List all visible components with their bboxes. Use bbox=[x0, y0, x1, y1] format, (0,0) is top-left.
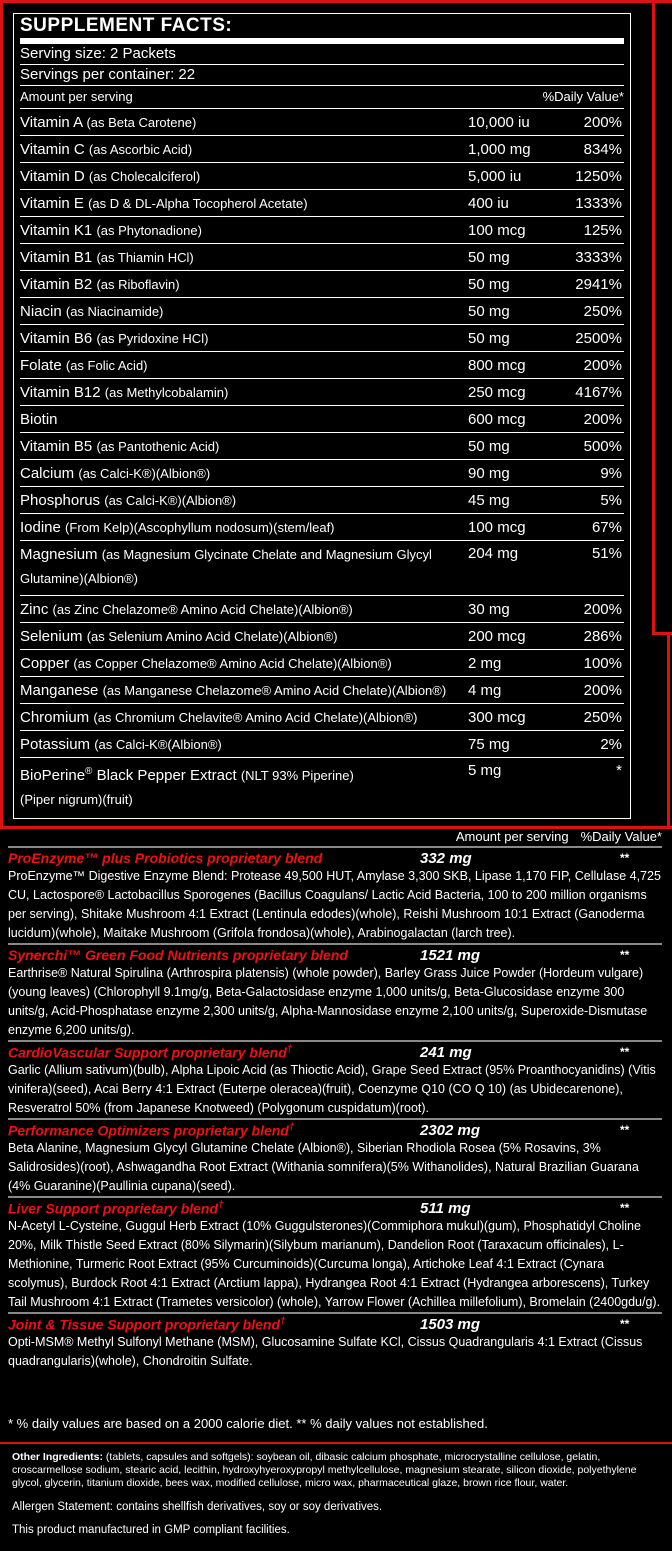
red-frame-left bbox=[0, 0, 3, 828]
nutrient-amount: 45 mg bbox=[468, 491, 510, 509]
nutrient-name: Manganese (as Manganese Chelazome® Amino Acid Chelate)(Albion®) bbox=[20, 681, 447, 699]
blend-dv: ** bbox=[620, 1201, 630, 1215]
nutrient-dv: 286% bbox=[583, 627, 622, 645]
blend-section bbox=[8, 846, 662, 943]
blend-name: Liver Support proprietary blend† bbox=[8, 1199, 224, 1217]
blend-section bbox=[8, 1196, 662, 1312]
nutrient-dv: 9% bbox=[600, 464, 622, 482]
serving-size: Serving size: 2 Packets bbox=[20, 44, 624, 65]
red-frame-right bbox=[652, 0, 655, 634]
nutrient-row bbox=[20, 190, 624, 217]
nutrient-row-bioperine bbox=[20, 758, 624, 812]
nutrient-list bbox=[20, 109, 624, 541]
nutrient-dv: 200% bbox=[583, 113, 622, 131]
blend-name: Synerchi™ Green Food Nutrients proprietary blend bbox=[8, 947, 348, 963]
nutrient-dv: 200% bbox=[583, 410, 622, 428]
nutrient-amount: 200 mcg bbox=[468, 627, 526, 645]
facts-title: SUPPLEMENT FACTS: bbox=[20, 15, 233, 36]
nutrient-amount: 4 mg bbox=[468, 681, 502, 699]
nutrient-amount: 1,000 mg bbox=[468, 140, 531, 158]
nutrient-amount: 250 mcg bbox=[468, 383, 526, 401]
blend-dv: ** bbox=[620, 851, 630, 865]
blend-amount: 511 mg bbox=[420, 1199, 471, 1217]
nutrient-amount: 50 mg bbox=[468, 275, 510, 293]
nutrient-amount: 300 mcg bbox=[468, 708, 526, 726]
nutrient-row bbox=[20, 650, 624, 677]
nutrient-row bbox=[20, 244, 624, 271]
nutrient-amount: 400 iu bbox=[468, 194, 509, 212]
blend-title-row bbox=[8, 849, 662, 867]
blend-dv: ** bbox=[620, 1123, 630, 1137]
nutrient-name: Vitamin D (as Cholecalciferol) bbox=[20, 167, 201, 185]
dv-header: %Daily Value* bbox=[542, 89, 624, 104]
gmp-statement: This product manufactured in GMP compliant facilities. bbox=[12, 1524, 290, 1536]
nutrient-name: Niacin (as Niacinamide) bbox=[20, 302, 164, 320]
nutrient-row bbox=[20, 217, 624, 244]
nutrient-row bbox=[20, 704, 624, 731]
nutrient-name: Vitamin B12 (as Methylcobalamin) bbox=[20, 383, 229, 401]
bottom-red-rule bbox=[0, 1442, 672, 1444]
nutrient-dv: 500% bbox=[583, 437, 622, 455]
nutrient-name: Zinc (as Zinc Chelazome® Amino Acid Chelate)(Albion®) bbox=[20, 600, 353, 618]
other-ingredients: Other Ingredients: (tablets, capsules and softgels): soybean oil, dibasic calcium phosphate, microcrystalline cellulose, gelatin, croscarmellose sodium, stearic acid, lecithin, hydroxyhyeroxypropyl methylcellulose, magnesium stearate, silicon dioxide, polyethylene glycol, glycerin, titanium dioxide, bees wax, modified cellulose, micro wax, pharmaceutical glaze, brown rice flour, water. bbox=[12, 1451, 637, 1489]
blend-name: Joint & Tissue Support proprietary blend† bbox=[8, 1315, 286, 1333]
blend-amount: 1521 mg bbox=[420, 946, 481, 964]
nutrient-dv: 1333% bbox=[575, 194, 622, 212]
amount-header: Amount per serving bbox=[20, 89, 133, 104]
mineral-list bbox=[20, 596, 624, 758]
nutrient-row bbox=[20, 433, 624, 460]
nutrient-name: Vitamin B1 (as Thiamin HCl) bbox=[20, 248, 194, 266]
blend-dv: ** bbox=[620, 1317, 630, 1331]
nutrient-amount: 50 mg bbox=[468, 302, 510, 320]
blend-description: N-Acetyl L-Cysteine, Guggul Herb Extract (10% Guggulsterones)(Commiphora mukul)(gum), Phosphatidyl Choline 20%, Milk Thistle Seed Extract (80% Silymarin)(Silybum marianum), Dandelion Root (Taraxacum officinales), L-Methionine, Turmeric Root Extract (95% Curcuminoids)(Curcuma longa), Artichoke Leaf 4:1 Extract (Cynara scolymus), Burdock Root 4:1 Extract (Arctium lappa), Hydrangea Root 4:1 Extract (Hydrangea arborescens), Turkey Tail Mushroom 4:1 Extract (Trametes versicolor) (whole), Yarrow Flower (Achillea millefolium), Bromelain (2400gdu/g). bbox=[8, 1219, 661, 1309]
nutrient-amount: 204 mg bbox=[468, 545, 519, 562]
blend-amount: 332 mg bbox=[420, 849, 472, 867]
nutrient-row bbox=[20, 596, 624, 623]
nutrient-name: Vitamin E (as D & DL-Alpha Tocopherol Acetate) bbox=[20, 194, 308, 212]
servings-per-container: Servings per container: 22 bbox=[20, 65, 624, 86]
nutrient-name: Vitamin B6 (as Pyridoxine HCl) bbox=[20, 329, 209, 347]
blends-header bbox=[8, 826, 662, 846]
nutrient-dv: 3333% bbox=[575, 248, 622, 266]
nutrient-name: Vitamin A (as Beta Carotene) bbox=[20, 113, 197, 131]
nutrient-dv: 4167% bbox=[575, 383, 622, 401]
nutrient-name: Iodine (From Kelp)(Ascophyllum nodosum)(stem/leaf) bbox=[20, 518, 335, 536]
nutrient-name: Vitamin C (as Ascorbic Acid) bbox=[20, 140, 193, 158]
nutrient-row bbox=[20, 487, 624, 514]
nutrient-dv: 834% bbox=[583, 140, 622, 158]
nutrient-name: Vitamin B5 (as Pantothenic Acid) bbox=[20, 437, 220, 455]
nutrient-dv: 250% bbox=[583, 708, 622, 726]
blend-list bbox=[8, 846, 662, 1371]
nutrient-amount: 50 mg bbox=[468, 248, 510, 266]
nutrient-name: Phosphorus (as Calci-K®)(Albion®) bbox=[20, 491, 237, 509]
nutrient-dv: 200% bbox=[583, 600, 622, 618]
nutrient-dv: 2941% bbox=[575, 275, 622, 293]
nutrient-dv: 51% bbox=[591, 545, 622, 562]
nutrient-amount: 50 mg bbox=[468, 329, 510, 347]
blend-amount: 1503 mg bbox=[420, 1315, 481, 1333]
nutrient-row bbox=[20, 325, 624, 352]
nutrient-row bbox=[20, 163, 624, 190]
nutrient-row bbox=[20, 109, 624, 136]
blend-title-row bbox=[8, 1199, 662, 1217]
nutrient-name: Vitamin K1 (as Phytonadione) bbox=[20, 221, 202, 239]
nutrient-amount: 600 mcg bbox=[468, 410, 526, 428]
nutrient-amount: 75 mg bbox=[468, 735, 510, 753]
facts-header bbox=[20, 86, 624, 109]
nutrient-dv: 125% bbox=[583, 221, 622, 239]
blend-section bbox=[8, 1040, 662, 1118]
allergen-statement: Allergen Statement: contains shellfish derivatives, soy or soy derivatives. bbox=[12, 1501, 383, 1513]
nutrient-amount: 30 mg bbox=[468, 600, 510, 618]
nutrient-name: Chromium (as Chromium Chelavite® Amino Acid Chelate)(Albion®) bbox=[20, 708, 418, 726]
nutrient-dv: * bbox=[616, 762, 622, 779]
nutrient-dv: 200% bbox=[583, 356, 622, 374]
nutrient-dv: 5% bbox=[600, 491, 622, 509]
blend-description: ProEnzyme™ Digestive Enzyme Blend: Protease 49,500 HUT, Amylase 3,300 SKB, Lipase 1,170 FIP, Cellulase 4,725 CU, Lactospore® Lactobacillus Sporogenes (Bacillus Coagulans/ Lactic Acid Bacteria, 100 to 200 million organisms per serving), Shitake Mushroom 4:1 Extract (Lentinula edodes)(whole), Reishi Mushroom 10:1 Extract (Ganoderma lucidum)(whole), Maitake Mushroom (Grifola frondosa)(whole), Arabinogalactan (larch tree). bbox=[8, 869, 661, 940]
blend-name: CardioVascular Support proprietary blend† bbox=[8, 1043, 293, 1061]
red-frame-top bbox=[0, 0, 672, 3]
nutrient-name: Calcium (as Calci-K®)(Albion®) bbox=[20, 464, 211, 482]
blend-dv: ** bbox=[620, 948, 630, 962]
blend-title-row bbox=[8, 1043, 662, 1061]
blend-section bbox=[8, 1118, 662, 1196]
nutrient-amount: 100 mcg bbox=[468, 518, 526, 536]
nutrient-name: Biotin bbox=[20, 410, 58, 428]
blend-title-row bbox=[8, 946, 662, 964]
blends-amount-header: Amount per serving bbox=[455, 829, 569, 844]
proprietary-blends bbox=[8, 826, 662, 1371]
nutrient-row bbox=[20, 352, 624, 379]
blend-description: Opti-MSM® Methyl Sulfonyl Methane (MSM), Glucosamine Sulfate KCl, Cissus Quadrangularis 4:1 Extract (Cissus quadrangularis)(whole), Chondroitin Sulfate. bbox=[8, 1335, 643, 1368]
nutrient-row bbox=[20, 731, 624, 758]
blend-section bbox=[8, 1312, 662, 1371]
nutrient-dv: 100% bbox=[583, 654, 622, 672]
nutrient-row bbox=[20, 406, 624, 433]
nutrient-row bbox=[20, 460, 624, 487]
blend-amount: 241 mg bbox=[420, 1043, 472, 1061]
nutrient-amount: 50 mg bbox=[468, 437, 510, 455]
red-frame-right-lower bbox=[667, 632, 670, 828]
nutrient-row bbox=[20, 136, 624, 163]
nutrient-row bbox=[20, 677, 624, 704]
nutrient-amount: 5 mg bbox=[468, 762, 502, 779]
nutrient-row bbox=[20, 379, 624, 406]
nutrient-name: Magnesium (as Magnesium Glycinate Chelate and Magnesium Glycyl Glutamine)(Albion®) bbox=[20, 546, 432, 586]
nutrient-row bbox=[20, 514, 624, 541]
nutrient-amount: 90 mg bbox=[468, 464, 510, 482]
nutrient-dv: 1250% bbox=[575, 167, 622, 185]
nutrient-dv: 250% bbox=[583, 302, 622, 320]
blend-title-row bbox=[8, 1121, 662, 1139]
nutrient-name: Potassium (as Calci-K®(Albion®) bbox=[20, 735, 222, 753]
blend-description: Beta Alanine, Magnesium Glycyl Glutamine Chelate (Albion®), Siberian Rhodiola Rosea (5% Rosavins, 3% Salidrosides)(root), Ashwagandha Root Extract (Withania somnifera)(5% Withanolides), Natural Brazilian Guarana (4% Guaranine)(Paullinia cupana)(seed). bbox=[8, 1141, 639, 1193]
blend-name: ProEnzyme™ plus Probiotics proprietary blend bbox=[8, 850, 323, 866]
nutrient-name: Selenium (as Selenium Amino Acid Chelate)(Albion®) bbox=[20, 627, 338, 645]
nutrient-name: Folate (as Folic Acid) bbox=[20, 356, 148, 374]
blend-name: Performance Optimizers proprietary blend† bbox=[8, 1121, 295, 1139]
nutrient-row bbox=[20, 623, 624, 650]
nutrient-amount: 100 mcg bbox=[468, 221, 526, 239]
nutrient-dv: 200% bbox=[583, 681, 622, 699]
blends-dv-header: %Daily Value* bbox=[580, 829, 662, 844]
nutrient-row bbox=[20, 271, 624, 298]
nutrient-name: Copper (as Copper Chelazome® Amino Acid Chelate)(Albion®) bbox=[20, 654, 392, 672]
nutrient-row bbox=[20, 298, 624, 325]
blend-description: Garlic (Allium sativum)(bulb), Alpha Lipoic Acid (as Thioctic Acid), Grape Seed Extract (95% Proanthocyanidins) (Vitis vinifera)(seed), Acai Berry 4:1 Extract (Euterpe oleracea)(fruit), Coenzyme Q10 (CO Q 10) (as Ubidecarenone), Resveratrol 50% (from Japanese Knotweed) (Polygonum cuspidatum)(root). bbox=[8, 1063, 656, 1115]
nutrient-amount: 2 mg bbox=[468, 654, 502, 672]
nutrient-dv: 67% bbox=[591, 518, 622, 536]
footnote: * % daily values are based on a 2000 calorie diet. ** % daily values not established. bbox=[8, 1416, 488, 1431]
nutrient-dv: 2% bbox=[600, 735, 622, 753]
blend-dv: ** bbox=[620, 1045, 630, 1059]
blend-section bbox=[8, 943, 662, 1040]
nutrient-row-magnesium bbox=[20, 541, 624, 596]
nutrient-amount: 800 mcg bbox=[468, 356, 526, 374]
nutrient-amount: 5,000 iu bbox=[468, 167, 522, 185]
blend-title-row bbox=[8, 1315, 662, 1333]
nutrient-name: Vitamin B2 (as Riboflavin) bbox=[20, 275, 180, 293]
blend-description: Earthrise® Natural Spirulina (Arthrospira platensis) (whole powder), Barley Grass Juice Powder (Hordeum vulgare) (young leaves) (Chlorophyll 9.1mg/g, Beta-Galactosidase enzyme 1,000 units/g, Beta-Glucosidase enzyme 300 units/g, Acid-Phosphatase enzyme 2,300 units/g, Alpha-Mannosidase enzyme 2,100 units/g, Superoxide-Dismutase enzyme 6,200 units/g). bbox=[8, 966, 648, 1037]
nutrient-name: BioPerine® Black Pepper Extract (NLT 93% Piperine) (Piper nigrum)(fruit) bbox=[20, 766, 354, 807]
blend-amount: 2302 mg bbox=[420, 1121, 481, 1139]
nutrient-amount: 10,000 iu bbox=[468, 113, 530, 131]
nutrient-dv: 2500% bbox=[575, 329, 622, 347]
supplement-facts-panel bbox=[13, 13, 631, 819]
